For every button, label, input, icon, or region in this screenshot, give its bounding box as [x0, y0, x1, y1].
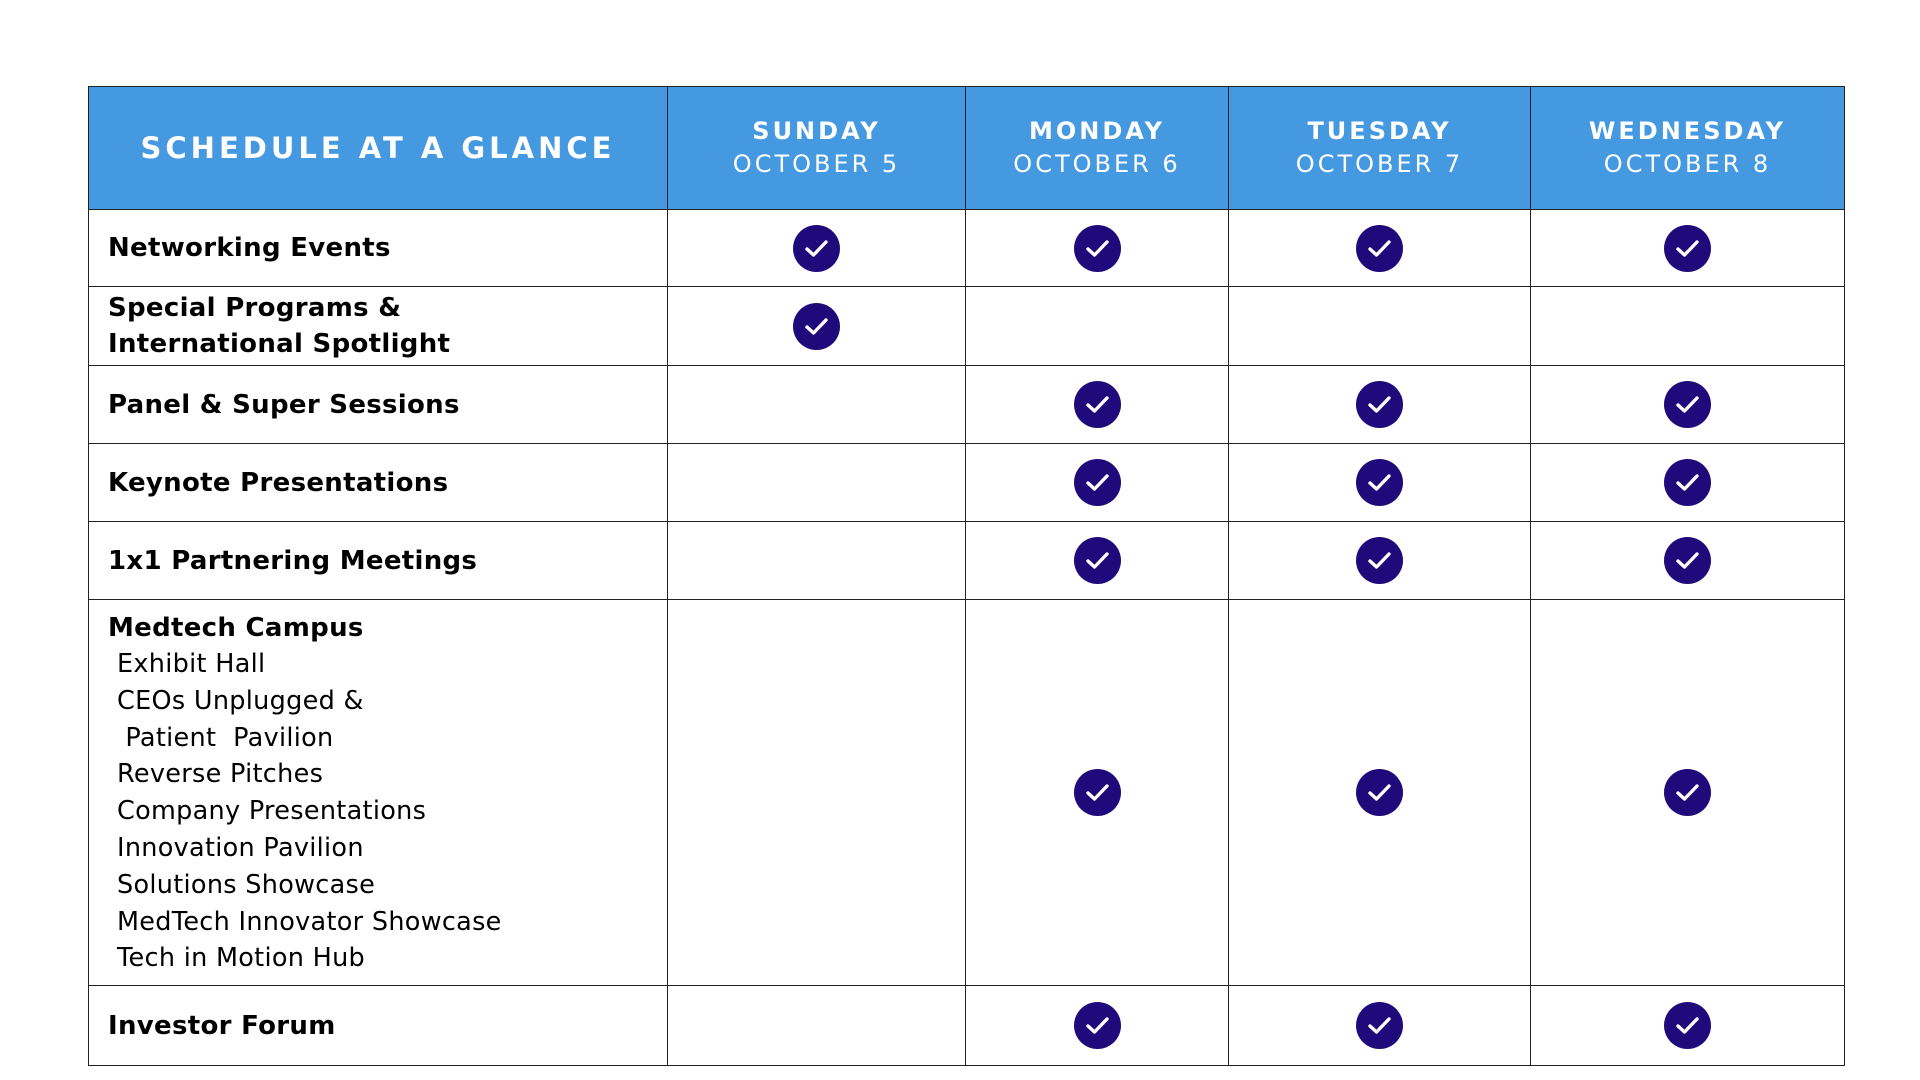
day-cell: [1531, 444, 1845, 522]
day-cell: [1229, 444, 1531, 522]
header-row: [89, 87, 1845, 210]
check-circle-icon: [1664, 769, 1711, 816]
day-cell: [966, 210, 1229, 287]
row-label-cell: [89, 444, 668, 522]
day-cell: [1531, 986, 1845, 1066]
row-label-line-2: International Spotlight: [108, 329, 451, 359]
check-circle-icon: [1664, 537, 1711, 584]
day-cell: [1531, 522, 1845, 600]
check-circle-icon: [1074, 225, 1121, 272]
row-label-line-1: Special Programs &: [108, 293, 402, 323]
list-item: MedTech Innovator Showcase: [117, 906, 502, 937]
list-item: CEOs Unplugged &: [117, 685, 364, 716]
table-row: [89, 366, 1845, 444]
check-circle-icon: [1074, 381, 1121, 428]
day-date: OCTOBER 7: [1295, 150, 1464, 178]
day-cell: [668, 522, 966, 600]
check-circle-icon: [1074, 537, 1121, 584]
day-cell: [966, 444, 1229, 522]
check-circle-icon: [1356, 459, 1403, 506]
check-circle-icon: [793, 303, 840, 350]
day-date: OCTOBER 5: [732, 150, 901, 178]
day-cell: [668, 444, 966, 522]
check-circle-icon: [1664, 381, 1711, 428]
day-cell: [1229, 600, 1531, 986]
day-cell: [668, 210, 966, 287]
row-label: Investor Forum: [108, 1010, 336, 1041]
check-circle-icon: [1074, 769, 1121, 816]
row-label: Panel & Super Sessions: [108, 389, 460, 420]
day-cell: [1531, 600, 1845, 986]
day-cell: [1229, 366, 1531, 444]
row-label-cell: [89, 366, 668, 444]
row-label-cell: [89, 986, 668, 1066]
day-header-sunday: [668, 87, 966, 210]
day-name: WEDNESDAY: [1588, 117, 1787, 145]
day-cell: [1531, 287, 1845, 366]
day-name: MONDAY: [1029, 117, 1165, 145]
day-cell: [966, 986, 1229, 1066]
row-label-cell: [89, 210, 668, 287]
day-cell: [966, 600, 1229, 986]
day-date: OCTOBER 6: [1013, 150, 1181, 178]
day-header-monday: [966, 87, 1229, 210]
check-circle-icon: [1356, 1002, 1403, 1049]
day-cell: [966, 287, 1229, 366]
day-cell: [668, 986, 966, 1066]
day-cell: [966, 366, 1229, 444]
day-header-tuesday: [1229, 87, 1531, 210]
campus-sub-list: [108, 646, 667, 977]
list-item: Tech in Motion Hub: [117, 943, 366, 974]
table-row: [89, 210, 1845, 287]
table-row: [89, 287, 1845, 366]
row-label-cell: [89, 287, 668, 366]
list-item: Innovation Pavilion: [117, 832, 364, 863]
row-label: Keynote Presentations: [108, 467, 449, 498]
day-name: SUNDAY: [752, 117, 881, 145]
day-cell: [668, 600, 966, 986]
table-row: [89, 522, 1845, 600]
day-cell: [668, 287, 966, 366]
check-circle-icon: [1356, 381, 1403, 428]
row-label-cell: [89, 522, 668, 600]
day-cell: [966, 522, 1229, 600]
table-row: [89, 986, 1845, 1066]
check-circle-icon: [1356, 537, 1403, 584]
day-cell: [1229, 522, 1531, 600]
check-circle-icon: [1356, 225, 1403, 272]
check-circle-icon: [1074, 1002, 1121, 1049]
list-item: Reverse Pitches: [117, 759, 324, 790]
check-circle-icon: [1356, 769, 1403, 816]
table-row: [89, 600, 1845, 986]
check-circle-icon: [1074, 459, 1121, 506]
row-label: Networking Events: [108, 233, 391, 263]
check-circle-icon: [1664, 1002, 1711, 1049]
row-label-cell: [89, 600, 668, 986]
table-title: SCHEDULE AT A GLANCE: [140, 131, 616, 165]
day-cell: [1229, 986, 1531, 1066]
day-cell: [668, 366, 966, 444]
row-label: Medtech Campus: [108, 613, 364, 643]
check-circle-icon: [793, 225, 840, 272]
check-circle-icon: [1664, 225, 1711, 272]
row-label: 1x1 Partnering Meetings: [108, 545, 478, 576]
list-item: Solutions Showcase: [117, 869, 376, 900]
list-item: Exhibit Hall: [117, 649, 266, 679]
day-cell: [1531, 210, 1845, 287]
day-cell: [1531, 366, 1845, 444]
schedule-table: [88, 86, 1845, 1066]
day-name: TUESDAY: [1307, 117, 1452, 145]
day-cell: [1229, 287, 1531, 366]
day-date: OCTOBER 8: [1603, 150, 1772, 178]
list-item: Patient Pavilion: [117, 722, 334, 753]
day-cell: [1229, 210, 1531, 287]
table-title-cell: [89, 87, 668, 210]
table-row: [89, 444, 1845, 522]
check-circle-icon: [1664, 459, 1711, 506]
list-item: Company Presentations: [117, 796, 427, 827]
day-header-wednesday: [1531, 87, 1845, 210]
